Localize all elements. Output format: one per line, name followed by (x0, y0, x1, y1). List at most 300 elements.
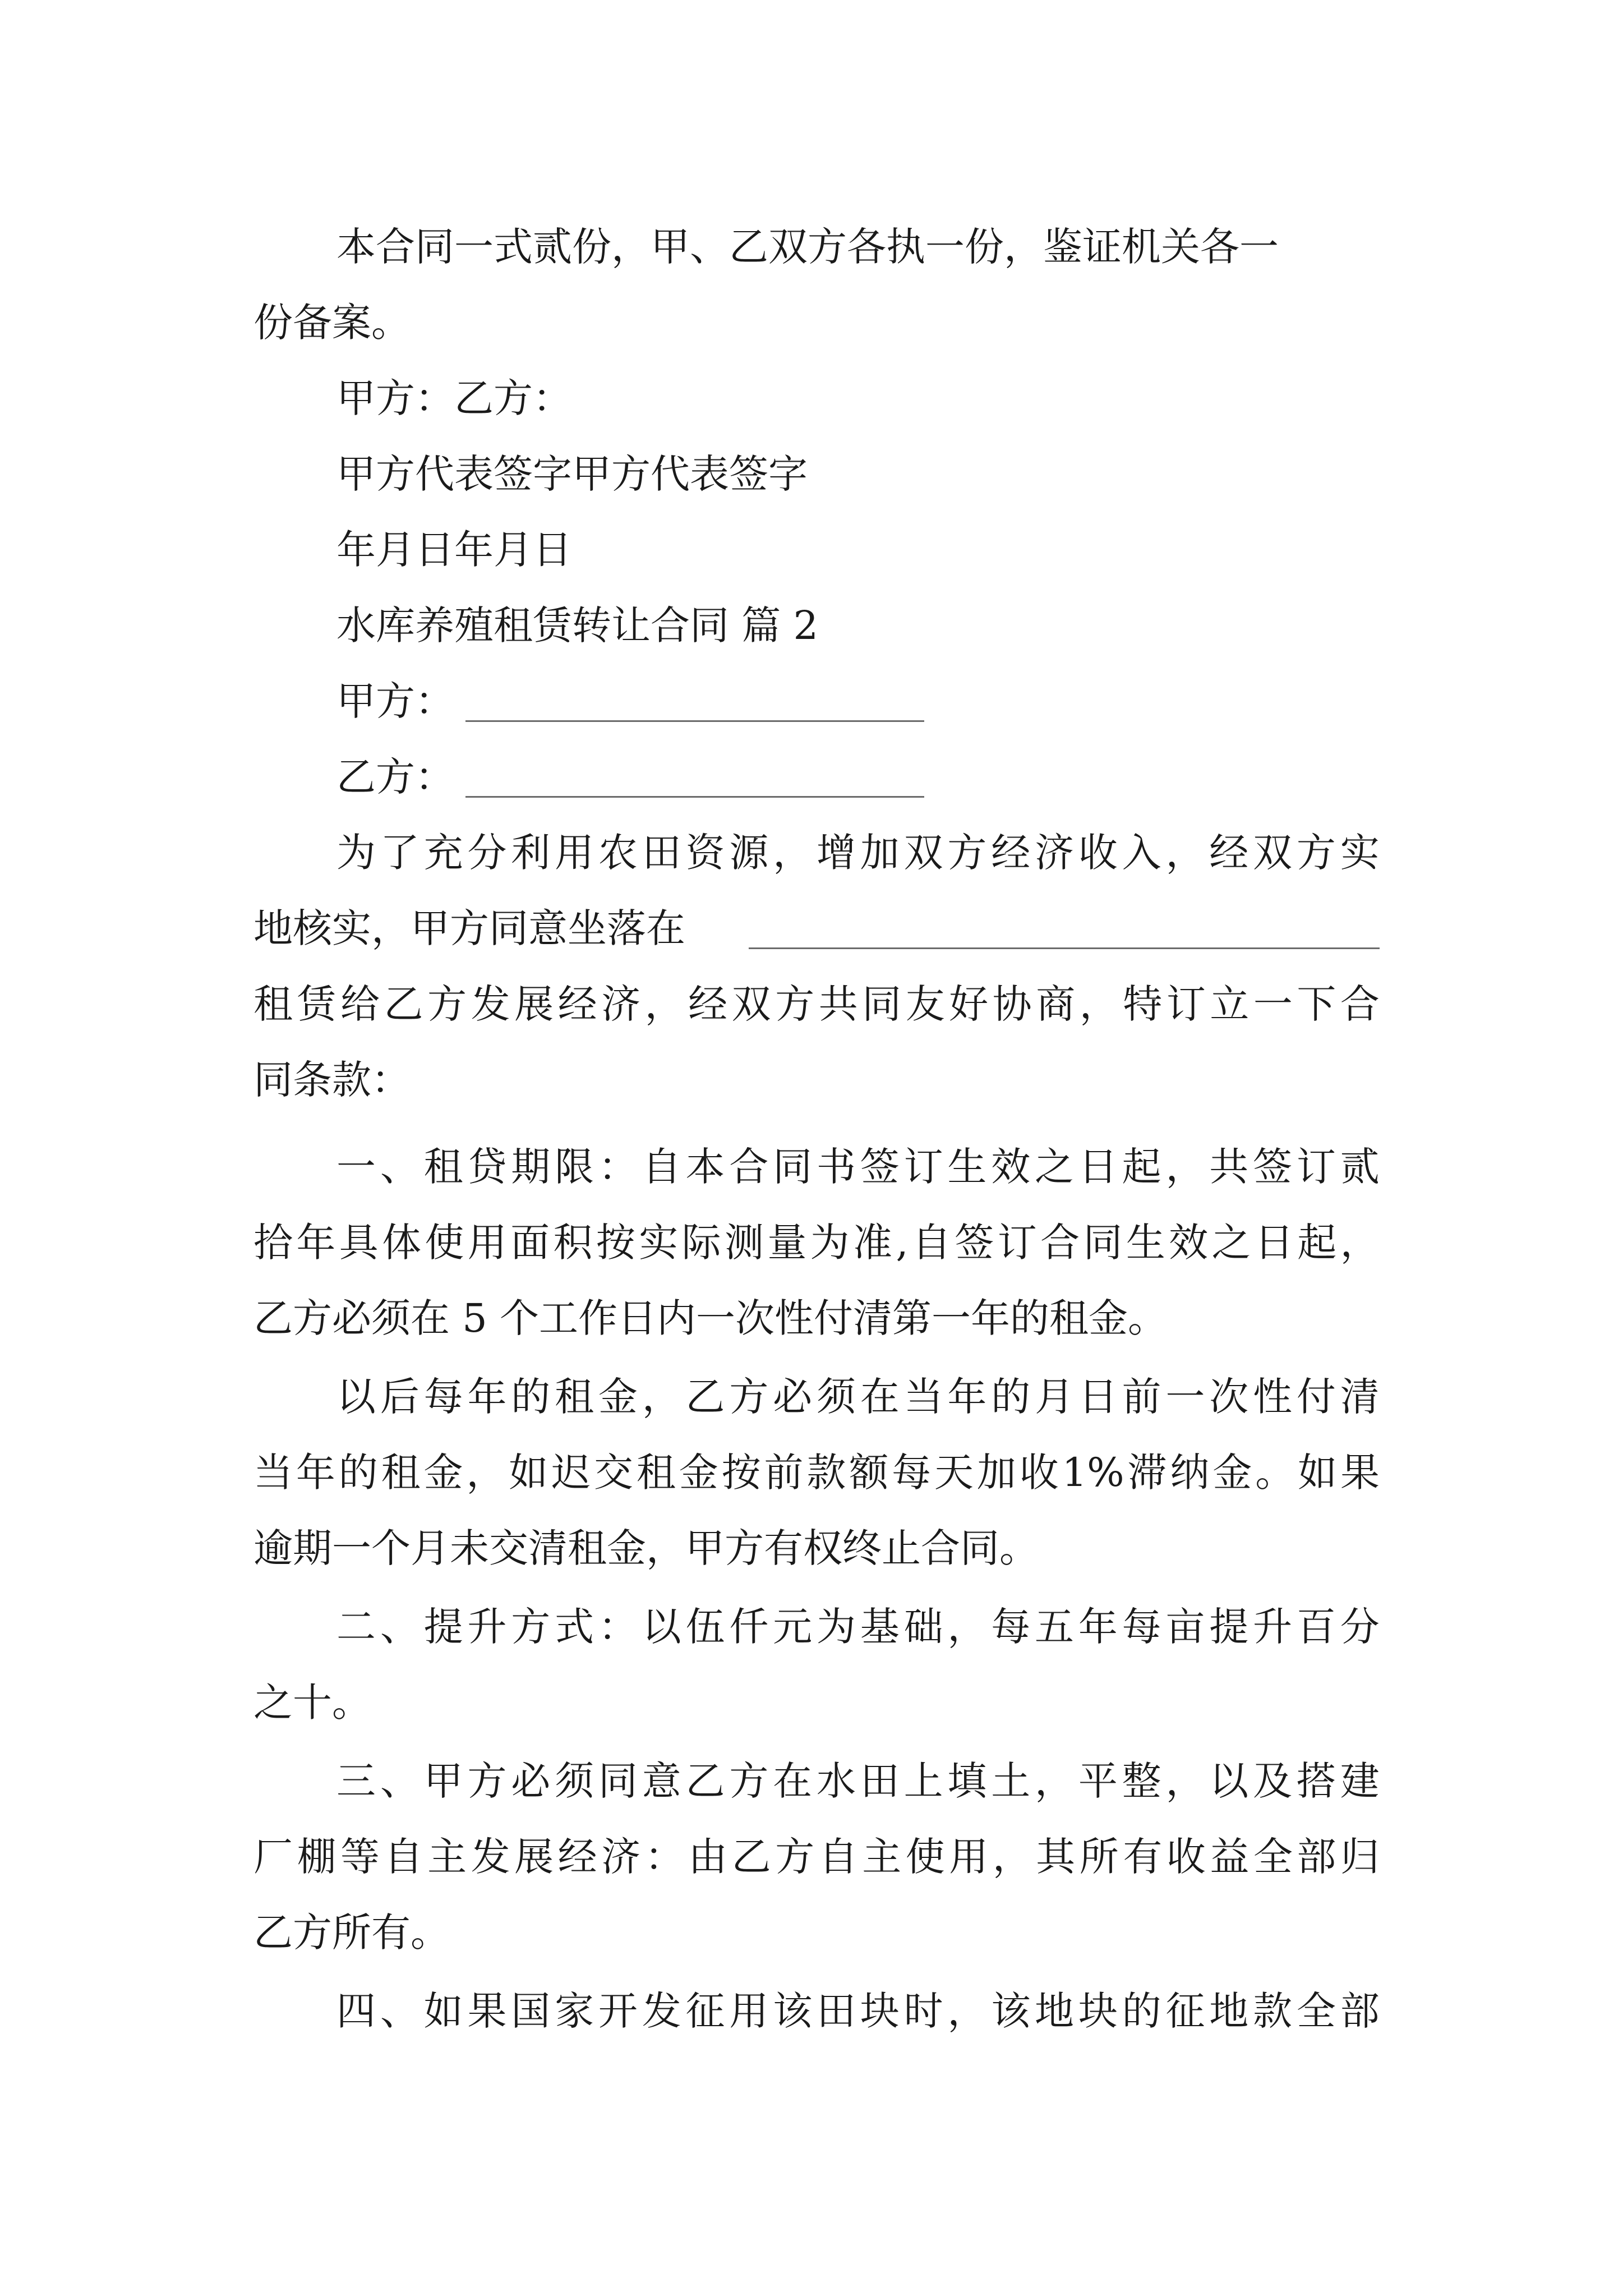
line-text (336, 1972, 1380, 2050)
text-line (0, 1818, 1623, 1896)
glyph: 签 (955, 1220, 994, 1266)
glyph: 起 (1122, 1144, 1161, 1190)
glyph: 一 (1253, 981, 1293, 1027)
glyph: 合 (1040, 1220, 1080, 1266)
glyph: 经 (557, 981, 597, 1027)
glyph: 四 (336, 1988, 376, 2034)
text-line (0, 889, 1623, 968)
glyph: 厂 (253, 1834, 293, 1880)
glyph: 入 (1122, 830, 1161, 876)
glyph: 经 (688, 981, 728, 1027)
line-text: 乙方： (336, 754, 454, 800)
glyph: 其 (1036, 1834, 1076, 1880)
glyph: 上 (903, 1758, 943, 1804)
glyph: 方 (729, 1758, 769, 1804)
blank-field-line (465, 796, 924, 798)
glyph: 每 (423, 1374, 463, 1420)
glyph: 由 (688, 1834, 728, 1880)
glyph: 果 (1340, 1450, 1380, 1496)
glyph: 搭 (1296, 1758, 1336, 1804)
glyph: 用 (467, 1220, 507, 1266)
glyph: ， (773, 830, 813, 876)
glyph: 填 (947, 1758, 987, 1804)
glyph: 以 (642, 1604, 681, 1650)
glyph: ： (644, 1834, 684, 1880)
glyph: 水 (816, 1758, 856, 1804)
line-text: 之十。 (253, 1680, 371, 1726)
glyph: 赁 (297, 981, 336, 1027)
text-line (0, 283, 1623, 362)
text-line (0, 1893, 1623, 1972)
glyph: 租 (423, 1144, 463, 1190)
glyph: 全 (1296, 1988, 1336, 2034)
glyph: 生 (947, 1144, 987, 1190)
glyph: 及 (1253, 1758, 1293, 1804)
glyph: ， (947, 1988, 987, 2034)
glyph: 签 (860, 1144, 900, 1190)
glyph: 在 (773, 1758, 813, 1804)
text-line (0, 1509, 1623, 1588)
glyph: 当 (903, 1374, 943, 1420)
glyph: 日 (1078, 1374, 1118, 1420)
glyph: 元 (773, 1604, 813, 1650)
glyph: 国 (511, 1988, 551, 2034)
glyph: 同 (1083, 1220, 1123, 1266)
glyph: 乙 (685, 1374, 725, 1420)
line-text: 甲方： (336, 678, 454, 724)
line-text: 年月日年月日 (336, 527, 572, 573)
glyph: 双 (1253, 830, 1293, 876)
line-text (253, 1818, 1380, 1896)
glyph: 日 (1254, 1220, 1294, 1266)
text-line (0, 1433, 1623, 1512)
glyph: 意 (642, 1758, 681, 1804)
glyph: 同 (862, 981, 902, 1027)
glyph: 等 (340, 1834, 380, 1880)
glyph: 双 (903, 830, 943, 876)
line-text (253, 965, 1380, 1043)
glyph: 年 (467, 1374, 507, 1420)
line-text: 地核实，甲方同意坐落在 (253, 905, 685, 951)
glyph: 提 (1209, 1604, 1249, 1650)
text-line (0, 1972, 1623, 2050)
glyph: 款 (806, 1450, 846, 1496)
glyph: 基 (860, 1604, 900, 1650)
glyph: 滞 (1127, 1450, 1167, 1496)
glyph: 际 (681, 1220, 721, 1266)
glyph: 资 (685, 830, 725, 876)
glyph: 须 (816, 1374, 856, 1420)
glyph: 亩 (1165, 1604, 1205, 1650)
glyph: 棚 (297, 1834, 336, 1880)
glyph: 订 (997, 1220, 1037, 1266)
glyph: 本 (685, 1144, 725, 1190)
glyph: 后 (380, 1374, 419, 1420)
glyph: 分 (1340, 1604, 1380, 1650)
glyph: 发 (471, 981, 510, 1027)
glyph: 为 (810, 1220, 850, 1266)
line-text: 水库养殖租赁转让合同 篇 2 (336, 602, 819, 648)
glyph: 日 (1078, 1144, 1118, 1190)
glyph: 合 (1340, 981, 1380, 1027)
glyph: 主 (862, 1834, 902, 1880)
glyph: 收 (1019, 1450, 1059, 1496)
line-text (253, 1203, 1380, 1282)
glyph: ， (644, 981, 684, 1027)
glyph: ， (466, 1450, 506, 1496)
glyph: 年 (1078, 1604, 1118, 1650)
text-line (0, 359, 1623, 438)
glyph: 征 (685, 1988, 725, 2034)
glyph: 了 (380, 830, 419, 876)
glyph: 自 (384, 1834, 423, 1880)
line-text (336, 1358, 1380, 1436)
glyph: 贷 (467, 1144, 507, 1190)
glyph: ， (992, 1834, 1032, 1880)
glyph: ， (1165, 830, 1205, 876)
glyph: 双 (731, 981, 771, 1027)
glyph: 款 (1253, 1988, 1293, 2034)
glyph: 之 (1211, 1220, 1251, 1266)
glyph: 特 (1123, 981, 1163, 1027)
glyph: 清 (1340, 1374, 1380, 1420)
glyph: 、 (380, 1604, 419, 1650)
glyph: 合 (729, 1144, 769, 1190)
glyph: 体 (382, 1220, 422, 1266)
glyph: ： (598, 1144, 638, 1190)
glyph: 年 (947, 1374, 987, 1420)
glyph: 用 (729, 1988, 769, 2034)
text-line (0, 435, 1623, 513)
glyph: 交 (594, 1450, 633, 1496)
line-text: 乙方所有。 (253, 1910, 450, 1955)
glyph: 每 (1122, 1604, 1161, 1650)
line-text (336, 1742, 1380, 1820)
glyph: 的 (1122, 1988, 1161, 2034)
glyph: 当 (253, 1450, 293, 1496)
line-text (253, 1433, 1380, 1512)
glyph: 的 (511, 1374, 551, 1420)
glyph: 商 (1036, 981, 1076, 1027)
glyph: 济 (601, 1834, 641, 1880)
glyph: 书 (816, 1144, 856, 1190)
glyph: 展 (514, 981, 554, 1027)
glyph: 开 (598, 1988, 638, 2034)
glyph: 之 (1035, 1144, 1074, 1190)
glyph: 协 (992, 981, 1032, 1027)
glyph: 方 (775, 981, 815, 1027)
glyph: 同 (598, 1758, 638, 1804)
glyph: 按 (721, 1450, 761, 1496)
glyph: 三 (336, 1758, 376, 1804)
glyph: ， (947, 1604, 987, 1650)
text-line (0, 1128, 1623, 1206)
glyph: 起 (1297, 1220, 1337, 1266)
glyph: 方 (729, 1374, 769, 1420)
glyph: 加 (976, 1450, 1016, 1496)
glyph: 租 (253, 981, 293, 1027)
glyph: 发 (642, 1988, 681, 2034)
glyph: 如 (423, 1988, 463, 2034)
glyph: 在 (860, 1374, 900, 1420)
glyph: 必 (511, 1758, 551, 1804)
glyph: 五 (1035, 1604, 1074, 1650)
blank-field-line (749, 947, 1380, 949)
glyph: 百 (1296, 1604, 1336, 1650)
glyph: 前 (1122, 1374, 1161, 1420)
glyph: 方 (511, 1604, 551, 1650)
glyph: 、 (380, 1758, 419, 1804)
glyph: 前 (764, 1450, 804, 1496)
glyph: 乙 (685, 1758, 725, 1804)
glyph: 的 (338, 1450, 378, 1496)
line-text (336, 1128, 1380, 1206)
glyph: 金 (598, 1374, 638, 1420)
glyph: 以 (336, 1374, 376, 1420)
glyph: 归 (1340, 1834, 1380, 1880)
line-text: 甲方：乙方： (336, 375, 572, 421)
glyph: 共 (818, 981, 858, 1027)
glyph: 分 (467, 830, 507, 876)
glyph: 每 (991, 1604, 1031, 1650)
glyph: 农 (598, 830, 638, 876)
glyph: ， (1079, 981, 1119, 1027)
text-line (0, 510, 1623, 589)
glyph: 方 (947, 830, 987, 876)
glyph: 测 (724, 1220, 764, 1266)
glyph: 甲 (423, 1758, 463, 1804)
text-line (0, 208, 1623, 286)
glyph: 加 (860, 830, 900, 876)
glyph: 1% (1062, 1450, 1124, 1496)
text-line (0, 1742, 1623, 1820)
glyph: ： (598, 1604, 638, 1650)
glyph: 订 (1166, 981, 1206, 1027)
glyph: 征 (1165, 1988, 1205, 2034)
text-line (0, 738, 1623, 816)
glyph: 乙 (731, 1834, 771, 1880)
line-text (336, 1588, 1380, 1666)
glyph: 全 (1253, 1834, 1293, 1880)
glyph: 时 (903, 1988, 943, 2034)
glyph: 果 (467, 1988, 507, 2034)
glyph: 每 (892, 1450, 932, 1496)
glyph: 益 (1210, 1834, 1249, 1880)
glyph: ， (1165, 1758, 1205, 1804)
glyph: 济 (1035, 830, 1074, 876)
text-line (0, 965, 1623, 1043)
glyph: 须 (555, 1758, 594, 1804)
glyph: 地 (1035, 1988, 1074, 2034)
glyph: 建 (1340, 1758, 1380, 1804)
glyph: 乙 (384, 981, 423, 1027)
line-text: 逾期一个月未交清租金，甲方有权终止合同。 (253, 1525, 1039, 1571)
glyph: 按 (596, 1220, 635, 1266)
glyph: 金 (423, 1450, 463, 1496)
glyph: 额 (849, 1450, 889, 1496)
glyph: 订 (903, 1144, 943, 1190)
glyph: 增 (816, 830, 856, 876)
glyph: 展 (514, 1834, 554, 1880)
glyph: 方 (775, 1834, 815, 1880)
glyph: 部 (1340, 1988, 1380, 2034)
glyph: 纳 (1170, 1450, 1210, 1496)
glyph: 积 (553, 1220, 593, 1266)
glyph: ， (1035, 1758, 1074, 1804)
glyph: 租 (636, 1450, 676, 1496)
line-text: 同条款： (253, 1057, 411, 1103)
glyph: 金 (679, 1450, 718, 1496)
line-text: 份备案。 (253, 300, 411, 346)
glyph: 共 (1209, 1144, 1249, 1190)
glyph: 块 (1078, 1988, 1118, 2034)
text-line (0, 1358, 1623, 1436)
glyph: 效 (991, 1144, 1031, 1190)
text-line (0, 1663, 1623, 1742)
glyph: 下 (1297, 981, 1336, 1027)
glyph: 用 (555, 830, 594, 876)
glyph: 限 (555, 1144, 594, 1190)
glyph: 自 (912, 1220, 952, 1266)
glyph: 租 (381, 1450, 421, 1496)
glyph: 金 (1212, 1450, 1252, 1496)
glyph: 所 (1079, 1834, 1119, 1880)
glyph: 好 (949, 981, 989, 1027)
glyph: 、 (380, 1988, 419, 2034)
line-text: 本合同一式贰份，甲、乙双方各执一份，鉴证机关各一 (336, 224, 1279, 270)
glyph: 方 (427, 981, 467, 1027)
glyph: 自 (818, 1834, 858, 1880)
glyph: 源 (729, 830, 769, 876)
text-line (0, 1041, 1623, 1119)
glyph: 一 (1165, 1374, 1205, 1420)
glyph: 实 (639, 1220, 679, 1266)
glyph: 期 (511, 1144, 551, 1190)
glyph: 迟 (551, 1450, 591, 1496)
glyph: 经 (1209, 830, 1249, 876)
glyph: 田 (860, 1758, 900, 1804)
glyph: 性 (1253, 1374, 1293, 1420)
glyph: 效 (1169, 1220, 1209, 1266)
glyph: 升 (467, 1604, 507, 1650)
text-line (0, 586, 1623, 665)
glyph: 为 (336, 830, 376, 876)
glyph: 充 (423, 830, 463, 876)
glyph: 用 (949, 1834, 989, 1880)
glyph: 订 (1296, 1144, 1336, 1190)
glyph: 付 (1296, 1374, 1336, 1420)
glyph: 年 (296, 1220, 336, 1266)
glyph: 平 (1078, 1758, 1118, 1804)
line-text: 甲方代表签字甲方代表签字 (336, 451, 808, 497)
glyph: 田 (816, 1988, 856, 2034)
glyph: 实 (1340, 830, 1380, 876)
glyph: 土 (991, 1758, 1031, 1804)
glyph: 一 (336, 1144, 376, 1190)
glyph: 具 (339, 1220, 379, 1266)
glyph: 拾 (253, 1220, 293, 1266)
glyph: 准 (853, 1220, 893, 1266)
glyph: 家 (555, 1988, 594, 2034)
glyph: 式 (555, 1604, 594, 1650)
line-text: 乙方必须在 5 个工作日内一次性付清第一年的租金。 (253, 1295, 1168, 1341)
glyph: 利 (511, 830, 551, 876)
glyph: 经 (557, 1834, 597, 1880)
glyph: , (896, 1220, 909, 1266)
glyph: 租 (555, 1374, 594, 1420)
glyph: ， (642, 1374, 681, 1420)
glyph: ， (1165, 1144, 1205, 1190)
glyph: 量 (767, 1220, 807, 1266)
line-text (336, 813, 1380, 892)
glyph: 地 (1209, 1988, 1249, 2034)
glyph: 的 (991, 1374, 1031, 1420)
text-line (0, 1203, 1623, 1282)
glyph: 。 (1255, 1450, 1295, 1496)
glyph: 有 (1123, 1834, 1163, 1880)
glyph: 部 (1297, 1834, 1336, 1880)
glyph: 、 (380, 1144, 419, 1190)
glyph: 伍 (685, 1604, 725, 1650)
glyph: 次 (1209, 1374, 1249, 1420)
glyph: 年 (296, 1450, 335, 1496)
glyph: 仟 (729, 1604, 769, 1650)
glyph: 签 (1253, 1144, 1293, 1190)
glyph: 提 (423, 1604, 463, 1650)
blank-field-line (465, 720, 924, 722)
glyph: 友 (905, 981, 945, 1027)
glyph: 以 (1209, 1758, 1249, 1804)
glyph: 天 (934, 1450, 974, 1496)
glyph: 础 (903, 1604, 943, 1650)
text-line (0, 1279, 1623, 1358)
glyph: 为 (816, 1604, 856, 1650)
glyph: 方 (467, 1758, 507, 1804)
glyph: 济 (601, 981, 641, 1027)
glyph: 该 (991, 1988, 1031, 2034)
glyph: 使 (905, 1834, 945, 1880)
glyph: 二 (336, 1604, 376, 1650)
glyph: 生 (1126, 1220, 1165, 1266)
text-line (0, 662, 1623, 740)
glyph: 面 (510, 1220, 550, 1266)
glyph: 立 (1210, 981, 1249, 1027)
glyph: 经 (991, 830, 1031, 876)
glyph: 如 (509, 1450, 548, 1496)
glyph: 同 (773, 1144, 813, 1190)
glyph: 田 (642, 830, 681, 876)
glyph: 升 (1253, 1604, 1293, 1650)
glyph: 必 (773, 1374, 813, 1420)
glyph: 如 (1298, 1450, 1338, 1496)
glyph: 收 (1078, 830, 1118, 876)
glyph: 自 (642, 1144, 681, 1190)
glyph: 发 (471, 1834, 510, 1880)
glyph: ， (1340, 1220, 1380, 1266)
glyph: 块 (860, 1988, 900, 2034)
glyph: 给 (340, 981, 380, 1027)
glyph: 使 (425, 1220, 464, 1266)
glyph: 方 (1296, 830, 1336, 876)
glyph: 该 (773, 1988, 813, 2034)
glyph: 贰 (1340, 1144, 1380, 1190)
glyph: 月 (1035, 1374, 1074, 1420)
glyph: 整 (1122, 1758, 1161, 1804)
glyph: 收 (1166, 1834, 1206, 1880)
text-line (0, 813, 1623, 892)
text-line (0, 1588, 1623, 1666)
glyph: 主 (427, 1834, 467, 1880)
